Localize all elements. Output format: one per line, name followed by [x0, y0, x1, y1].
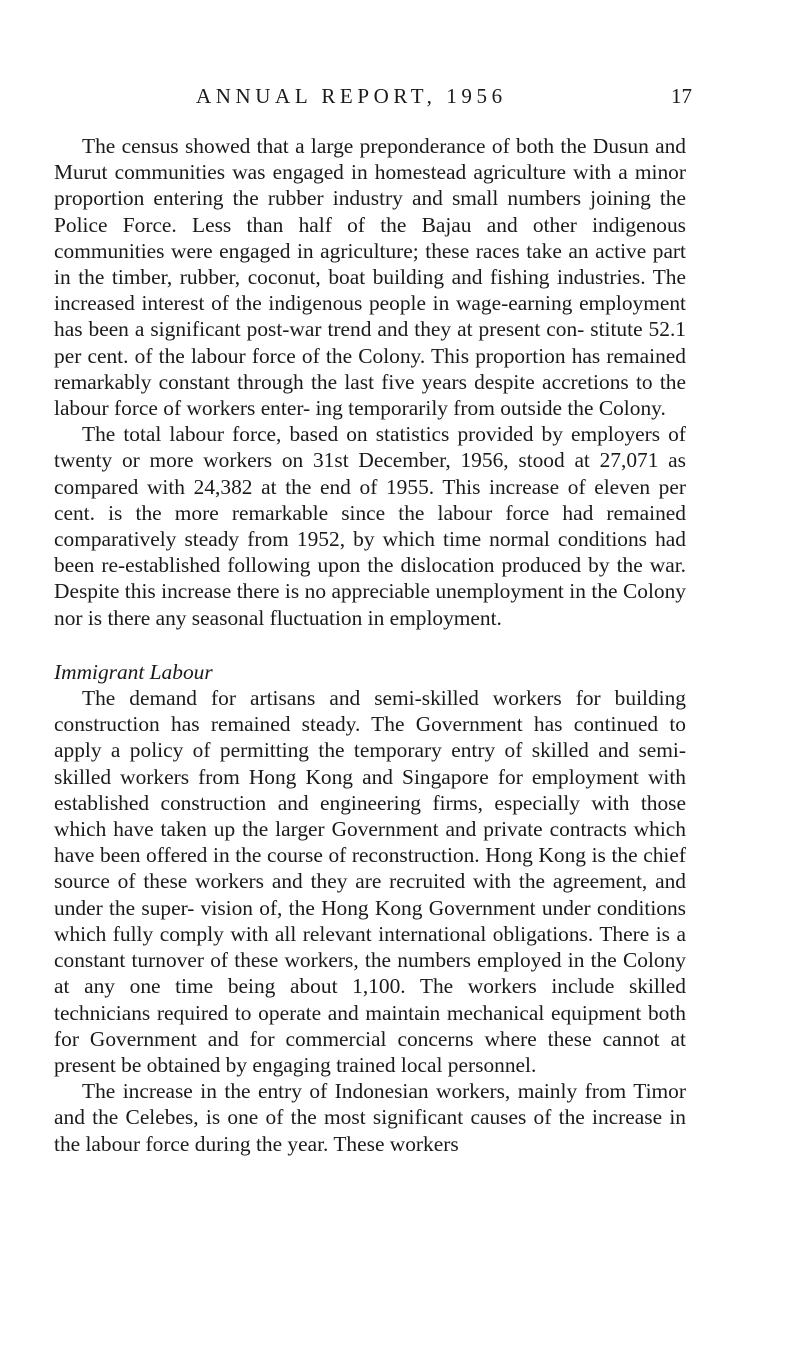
paragraph-artisans-demand: The demand for artisans and semi-skilled workers for building construction has remained steady. The Government has continued to apply a policy of permitting the temporary entry of skilled and semi-skilled workers from Hong Kong and Singapore for employment with established construction and engineering firms, especially with those which have taken up the larger Government and private contracts which have been offered in the course of reconstruction. Hong Kong is the chief source of these workers and they are recruited with the agreement, and under the super- vision of, the Hong Kong Government under conditions which fully comply with all relevant international obligations. There is a constant turnover of these workers, the numbers employed in the Colony at any one time being about 1,100. The workers include skilled technicians required to operate and maintain mechanical equipment both for Government and for commercial concerns where these cannot at present be obtained by engaging trained local personnel.: [54, 686, 686, 1077]
section-heading-immigrant-labour: Immigrant Labour: [54, 659, 213, 684]
paragraph-indonesian-workers: The increase in the entry of Indonesian workers, mainly from Timor and the Celebes, is one of the most significant causes of the increase in the labour force during the year. These workers: [54, 1079, 686, 1156]
paragraph-census: The census showed that a large preponderance of both the Dusun and Murut communities was engaged in homestead agriculture with a minor proportion entering the rubber industry and small numbers joining the Police Force. Less than half of the Bajau and other indigenous communities were engaged in agriculture; these races take an active part in the timber, rubber, coconut, boat building and fishing industries. The increased interest of the indigenous people in wage-earning employment has been a significant post-war trend and they at present con- stitute 52.1 per cent. of the labour force of the Colony. This proportion has remained remarkably constant through the last five years despite accretions to the labour force of workers enter- ing temporarily from outside the Colony.: [54, 134, 686, 421]
running-title: ANNUAL REPORT, 1956: [196, 84, 507, 108]
page-number: 17: [671, 84, 692, 108]
paragraph-labour-force: The total labour force, based on statistics provided by employers of twenty or more workers on 31st December, 1956, stood at 27,071 as compared with 24,382 at the end of 1955. This increase of eleven per cent. is the more remarkable since the labour force had remained comparatively steady from 1952, by which time normal conditions had been re-established following upon the dislocation produced by the war. Despite this increase there is no appreciable unemployment in the Colony nor is there any seasonal fluctuation in employment.: [54, 422, 686, 630]
body-text: [54, 133, 686, 1157]
running-head: [0, 84, 801, 114]
